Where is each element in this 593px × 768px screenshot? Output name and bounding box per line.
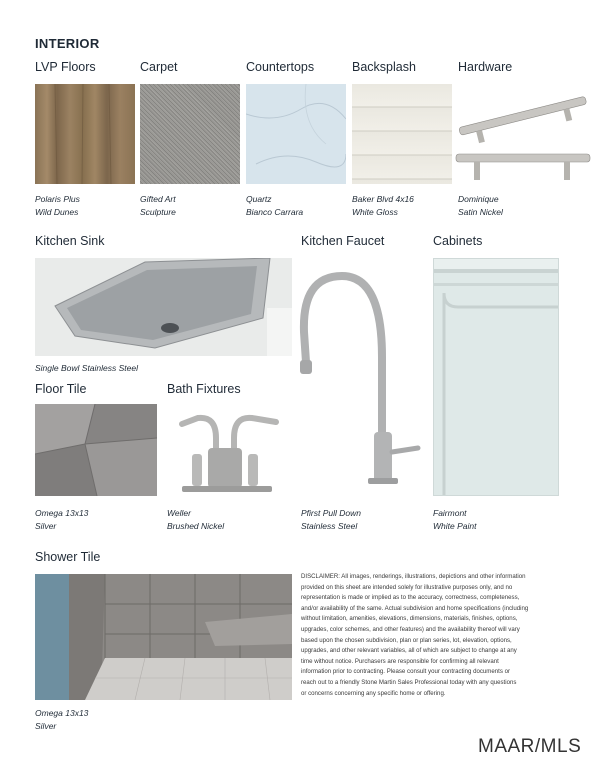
faucet-icon [296,262,426,502]
mls-watermark: MAAR/MLS [478,736,582,757]
backsplash-swatch [352,84,452,184]
floor-tile-heading: Floor Tile [35,382,87,396]
hardware-caption [458,193,503,219]
bath-fixtures-heading: Bath Fixtures [167,382,241,396]
carpet-caption [140,193,176,219]
cabinets-caption [433,507,476,533]
disclaimer-line: reach out to a friendly Stone Martin Sales Professional today with any questions [301,678,517,686]
floor-tile-swatch [35,404,157,496]
backsplash-product: Baker Blvd 4x16 [352,194,414,204]
shower-tile-heading: Shower Tile [35,550,101,564]
carpet-color: Sculpture [140,207,176,217]
countertops-swatch [246,84,346,184]
kitchen-sink-heading: Kitchen Sink [35,234,105,248]
shower-tile-texture [35,574,292,700]
cabinet-pull-icon [452,82,592,186]
cabinets-color: White Paint [433,521,477,531]
hardware-product: Dominique [458,194,499,204]
carpet-product: Gifted Art [140,194,176,204]
backsplash-heading: Backsplash [352,60,416,74]
countertops-heading: Countertops [246,60,315,74]
disclaimer-line: DISCLAIMER: All images, renderings, illustrations, depictions and other information [301,573,526,580]
tile-grid-texture [35,404,157,496]
countertops-color: Bianco Carrara [246,207,304,217]
disclaimer-line: representation is made or implied as to the accuracy, correctness, completeness, [301,594,520,602]
floor-tile-color: Silver [35,521,57,531]
countertops-product: Quartz [246,194,272,204]
lvp-floors-swatch [35,84,135,184]
disclaimer-line: without limitation, amenities, elevations, dimensions, materials, finishes, options, [301,615,518,623]
disclaimer-line: upgrades, and other relevant variables, all of which are subject to change at any [301,647,517,655]
kitchen-sink-caption: Single Bowl Stainless Steel [35,363,139,373]
lvp-floors-product: Polaris Plus [35,194,80,204]
disclaimer-line: information prior to contracting. Please consult your contracting documents or [301,668,510,676]
countertops-caption [246,193,303,219]
floor-tile-product: Omega 13x13 [35,508,89,518]
kitchen-faucet-product: Pfirst Pull Down [301,508,361,518]
cabinets-product: Fairmont [433,508,467,518]
cabinets-heading: Cabinets [433,234,483,248]
kitchen-faucet-color: Stainless Steel [301,521,358,531]
carpet-swatch [140,84,240,184]
shower-tile-caption [35,707,88,733]
lvp-floors-color: Wild Dunes [35,207,79,217]
disclaimer-text [301,572,566,699]
hardware-color: Satin Nickel [458,207,503,217]
bath-fixtures-color: Brushed Nickel [167,521,225,531]
disclaimer-line: upgrades, color schemes, and other features) and the availability thereof will vary [301,625,520,633]
kitchen-faucet-image [296,262,426,502]
cabinet-door-profile [434,259,559,496]
kitchen-faucet-heading: Kitchen Faucet [301,234,385,248]
carpet-heading: Carpet [140,60,178,74]
bath-fixtures-caption [167,507,224,533]
wood-grain-texture [35,84,135,184]
disclaimer-line: time without notice. Purchasers are responsible for confirming all relevant [301,657,499,665]
kitchen-sink-image [35,258,292,356]
disclaimer-line: and/or availability of the same. Actual subdivision and home specifications (including [301,604,529,612]
bath-fixtures-product: Weller [167,508,191,518]
bath-faucet-icon [178,408,280,494]
bath-fixtures-image [178,408,280,494]
shower-tile-product: Omega 13x13 [35,708,89,718]
backsplash-color: White Gloss [352,207,398,217]
shower-tile-image [35,574,292,700]
sink-basin-icon [35,258,292,356]
disclaimer-line: provided on this sheet are intended solely for illustrative purposes only, and no [301,583,513,591]
floor-tile-caption [35,507,88,533]
hardware-swatch [452,82,592,186]
lvp-floors-heading: LVP Floors [35,60,96,74]
hardware-heading: Hardware [458,60,513,74]
backsplash-caption [352,193,414,219]
disclaimer-line: or concerns concerning any specific home or offering. [301,689,446,697]
section-title: INTERIOR [35,36,100,51]
marble-vein-texture [246,84,346,184]
cabinets-swatch [433,258,559,496]
kitchen-faucet-caption [301,507,361,533]
shower-tile-color: Silver [35,721,57,731]
lvp-floors-caption [35,193,80,219]
disclaimer-line: based upon the chosen subdivision, plan or plan series, lot, elevation, options, [301,636,512,644]
